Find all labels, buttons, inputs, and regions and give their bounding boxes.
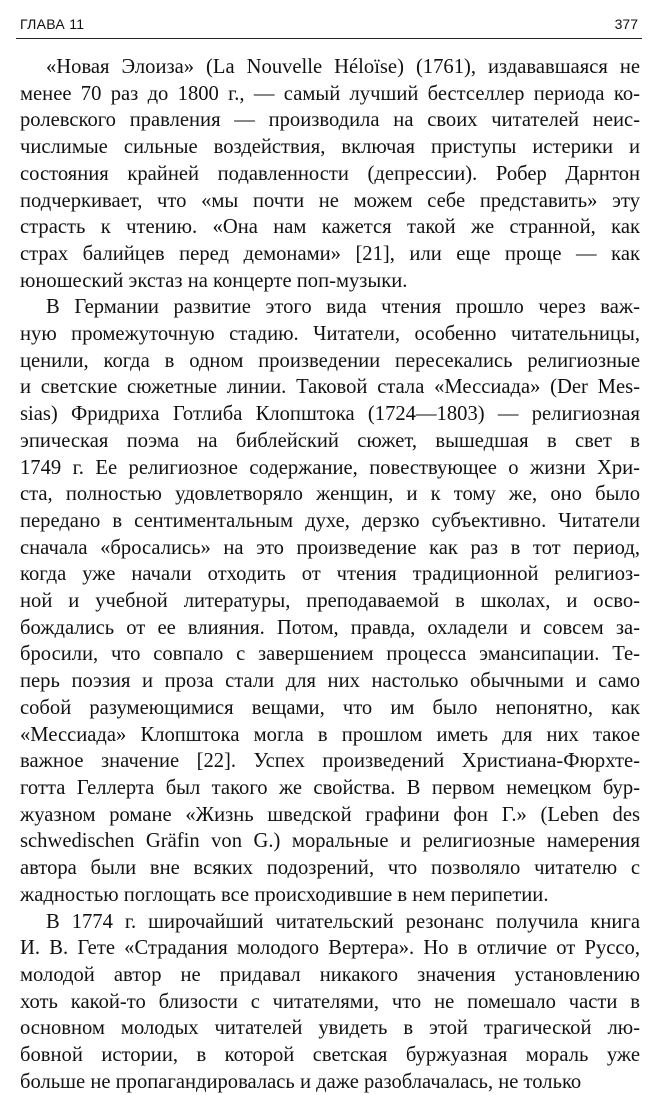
- text-line: собой разумеющимися вещами, что им было непонятно, как: [20, 695, 640, 722]
- text-line: хоть какой-то близости с читателями, что не помешало части в: [20, 989, 640, 1016]
- text-line: бождались от ее влияния. Потом, правда, охладели и совсем за-: [20, 615, 640, 642]
- text-line: числимые сильные воздействия, включая приступы истерики и: [20, 134, 640, 161]
- text-line: важное значение [22]. Успех произведений Христиана-Фюрхте-: [20, 748, 640, 775]
- paragraph-1: [20, 54, 640, 294]
- text-line: бовной истории, в которой светская буржуазная мораль уже: [20, 1042, 640, 1069]
- text-line: когда уже начали отходить от чтения традиционной религиоз-: [20, 561, 640, 588]
- text-line: сначала «бросались» на это произведение как раз в тот период,: [20, 535, 640, 562]
- page-number: 377: [615, 16, 638, 32]
- text-line: молодой автор не придавал никакого значения установлению: [20, 962, 640, 989]
- text-line: бросили, что совпало с завершением процесса эмансипации. Те-: [20, 641, 640, 668]
- text-line: sias) Фридриха Готлиба Клопштока (1724—1803) — религиозная: [20, 401, 640, 428]
- text-line: В Германии развитие этого вида чтения прошло через важ-: [20, 294, 640, 321]
- text-line: основном молодых читателей увидеть в этой трагической лю-: [20, 1015, 640, 1042]
- text-line: перь поэзия и проза стали для них настолько обычными и само: [20, 668, 640, 695]
- text-line: 1749 г. Ее религиозное содержание, повествующее о жизни Хри-: [20, 455, 640, 482]
- paragraph-2: [20, 294, 640, 908]
- text-line: больше не пропагандировалась и даже разоблачалась, не только: [20, 1069, 640, 1095]
- chapter-title: ГЛАВА 11: [20, 16, 84, 32]
- text-line: эпическая поэма на библейский сюжет, вышедшая в свет в: [20, 428, 640, 455]
- text-line: страсть к чтению. «Она нам кажется такой же странной, как: [20, 214, 640, 241]
- text-line: «Новая Элоиза» (La Nouvelle Héloïse) (1761), издававшаяся не: [20, 54, 640, 81]
- text-line: готта Геллерта был такого же свойства. В первом немецком бур-: [20, 775, 640, 802]
- page-header: [16, 12, 642, 39]
- text-line: и светские сюжетные линии. Таковой стала «Мессиада» (Der Mes-: [20, 374, 640, 401]
- text-line: ста, полностью удовлетворяло женщин, и к тому же, оно было: [20, 481, 640, 508]
- text-line: передано в сентиментальным духе, дерзко субъективно. Читатели: [20, 508, 640, 535]
- paragraph-3: [20, 909, 640, 1095]
- text-line: жадностью поглощать все происходившие в нем перипетии.: [20, 882, 640, 909]
- text-line: В 1774 г. широчайший читательский резонанс получила книга: [20, 909, 640, 936]
- text-line: автора были вне всяких подозрений, что позволяло читателю с: [20, 855, 640, 882]
- text-line: schwedischen Gräfin von G.) моральные и религиозные намерения: [20, 828, 640, 855]
- text-line: жуазном романе «Жизнь шведской графини фон Г.» (Leben des: [20, 802, 640, 829]
- body-text: [20, 54, 640, 1095]
- text-line: состояния крайней подавленности (депрессии). Робер Дарнтон: [20, 161, 640, 188]
- text-line: юношеский экстаз на концерте поп-музыки.: [20, 268, 640, 295]
- text-line: И. В. Гете «Страдания молодого Вертера». Но в отличие от Руссо,: [20, 935, 640, 962]
- text-line: менее 70 раз до 1800 г., — самый лучший бестселлер периода ко-: [20, 81, 640, 108]
- text-line: ную промежуточную стадию. Читатели, особенно читательницы,: [20, 321, 640, 348]
- text-line: ролевского правления — производила на своих читателей неис-: [20, 107, 640, 134]
- text-line: подчеркивает, что «мы почти не можем себе представить» эту: [20, 188, 640, 215]
- text-line: ной и учебной литературы, преподаваемой в школах, и осво-: [20, 588, 640, 615]
- text-line: страх балийцев перед демонами» [21], или еще проще — как: [20, 241, 640, 268]
- text-line: ценили, когда в одном произведении пересекались религиозные: [20, 348, 640, 375]
- text-line: «Мессиада» Клопштока могла в прошлом иметь для них такое: [20, 722, 640, 749]
